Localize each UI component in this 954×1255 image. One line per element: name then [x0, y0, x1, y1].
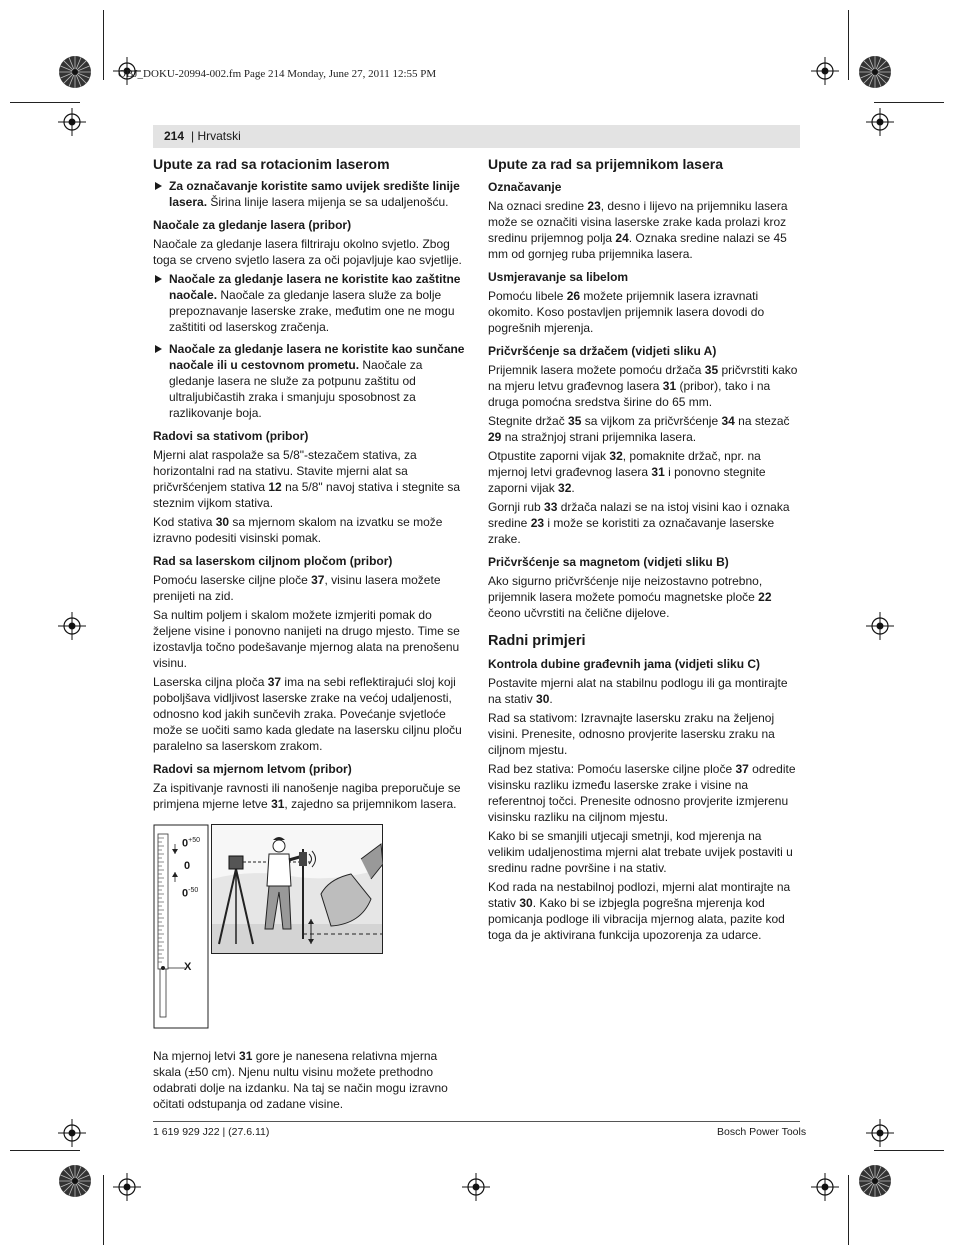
registration-mark-icon — [58, 612, 86, 640]
crop-mark — [874, 102, 944, 103]
crop-mark — [874, 1150, 944, 1151]
right-column — [488, 152, 800, 946]
paragraph: Otpustite zaporni vijak 32, pomaknite držač, npr. na mjernoj letvi građevnog lasera 31 i ponovno stegnite zaporni vijak 32. — [488, 449, 766, 495]
rod-label-mid: 0 — [184, 860, 191, 872]
bullet-note — [153, 271, 467, 335]
figure-area — [153, 824, 467, 1040]
crop-mark — [10, 1150, 80, 1151]
left-column — [153, 152, 467, 1115]
subsection-title: Radovi sa mjernom letvom (pribor) — [153, 762, 352, 776]
rod-label-top: $0^{+50}$ — [182, 837, 200, 850]
paragraph: Stegnite držač 35 sa vijkom za pričvršćenje 34 na stezač 29 na stražnjoj strani prijemnika lasera. — [488, 414, 790, 444]
paragraph: Gornji rub 33 držača nalazi se na istoj visini kao i oznaka sredine 23 i može se koristiti za označavanje laserske zrake. — [488, 500, 790, 546]
paragraph: Pomoću libele 26 možete prijemnik lasera izravnati okomito. Koso postavljen prijemnik lasera dovodi do pogrešnih mjerenja. — [488, 289, 765, 335]
paragraph: Postavite mjerni alat na stabilnu podlogu ili ga montirajte na stativ 30. — [488, 676, 788, 706]
crop-mark — [848, 10, 849, 80]
bullet-note — [153, 341, 467, 421]
site-scene-figure — [211, 824, 383, 954]
paragraph: Kako bi se smanjili utjecaji smetnji, kod mjerenja na velikim udaljenostima mjerni alat trebate uvijek postaviti u sredinu radne površine i na stativ. — [488, 829, 793, 875]
section-title: Upute za rad sa prijemnikom lasera — [488, 156, 723, 172]
subsection-title: Rad sa laserskom ciljnom pločom (pribor) — [153, 554, 393, 568]
footer-brand: Bosch Power Tools — [717, 1126, 807, 1138]
crop-mark — [103, 1175, 104, 1245]
paragraph: Mjerni alat raspolaže sa 5/8"-stezačem stativa, za horizontalni rad na stativu. Stavite mjerni alat sa pričvršćenjem stativa 12 na 5/8" navoj stativa i stegnite sa steznim vijkom stativa. — [153, 448, 461, 510]
bullet-text: Naočale za gledanje lasera služe za bolje prepoznavanje laserske zrake, međutim one ne mogu zaštititi od laserskog zračenja. — [169, 288, 455, 334]
crop-mark — [103, 10, 104, 80]
registration-mark-icon — [866, 1119, 894, 1147]
rod-label-x: X — [184, 961, 192, 973]
paragraph: Laserska ciljna ploča 37 ima na sebi reflektirajući sloj koji poboljšava vidljivost laserske zrake na većoj udaljenosti, odnosno kod jakih sunčevih zraka. Povećanje svjetloće može se uočiti samo kada gledate na lasersku ciljnu ploču paralelno sa laserskom zrakom. — [153, 675, 462, 753]
language-label: Hrvatski — [197, 129, 241, 143]
paragraph: Pomoću laserske ciljne ploče 37, visinu lasera možete prenijeti na zid. — [153, 573, 441, 603]
subsection-title: Pričvršćenje sa držačem (vidjeti sliku A) — [488, 344, 717, 358]
starburst-target-icon — [857, 1163, 893, 1199]
bullet-text: Naočale za gledanje lasera ne služe za potpunu zaštitu od ultraljubičastih zraka i smanjuju sposobnost za razlikovanje boja. — [169, 358, 423, 420]
registration-mark-icon — [113, 1173, 141, 1201]
subsection-title: Kontrola dubine građevnih jama (vidjeti sliku C) — [488, 657, 761, 671]
registration-mark-icon — [811, 57, 839, 85]
paragraph: Na oznaci sredine 23, desno i lijevo na prijemniku lasera može se označiti visina laserske zrake kada prolazi kroz sredinu prijemnog polja 24. Oznaka sredine nalazi se 45 mm od gornjeg ruba prijemnika lasera. — [488, 199, 788, 261]
crop-mark — [848, 1175, 849, 1245]
measuring-rod-figure — [153, 824, 209, 1029]
footer-doc-number: 1 619 929 J22 | (27.6.11) — [153, 1126, 270, 1138]
starburst-target-icon — [857, 54, 893, 90]
paragraph: Naočale za gledanje lasera filtriraju okolno svjetlo. Zbog toga se crveno svjetlo lasera za oči pojavljuje kao svjetlije. — [153, 237, 462, 267]
bullet-bold: Naočale za gledanje lasera ne koristite kao zaštitne naočale. — [169, 272, 461, 302]
section-title: Radni primjeri — [488, 633, 586, 649]
bullet-note — [153, 178, 467, 210]
paragraph: Sa nultim poljem i skalom možete izmjeriti pomak do željene visine i ponovno nanijeti na drugo mjesto. Time se izostavlja točno podešavanje mjernog alata na prenošenu visinu. — [153, 608, 460, 670]
footer-rule — [153, 1121, 800, 1122]
registration-mark-icon — [866, 612, 894, 640]
rod-label-bot: $0^{-50}$ — [182, 887, 199, 900]
paragraph: Rad sa stativom: Izravnajte lasersku zraku na željenoj visini. Prenesite, odnosno provjerite lasersku zraku na ciljnom mjestu. — [488, 711, 775, 757]
page-language: | Hrvatski — [191, 129, 241, 143]
subsection-title: Radovi sa stativom (pribor) — [153, 429, 309, 443]
registration-mark-icon — [58, 108, 86, 136]
subsection-title: Usmjeravanje sa libelom — [488, 270, 629, 284]
bullet-bold: Za označavanje koristite samo uvijek središte linije lasera. — [169, 179, 460, 209]
paragraph: Ako sigurno pričvršćenje nije neizostavno potrebno, prijemnik lasera možete pomoću magnetske ploče 22 čeono učvrstiti na čelične dijelove. — [488, 574, 772, 620]
bullet-text: Širina linije lasera mijenja se sa udaljenošću. — [207, 195, 449, 209]
starburst-target-icon — [57, 1163, 93, 1199]
paragraph: Rad bez stativa: Pomoću laserske ciljne ploče 37 odredite visinsku razliku između laserske zrake i visine na referentnoj točci. Prenesite odnosno provjerite izmjerenu visinsku razliku na ciljnom mjestu. — [488, 762, 796, 824]
crop-mark — [10, 102, 80, 103]
registration-mark-icon — [58, 1119, 86, 1147]
page-number: 214 — [164, 129, 185, 143]
bullet-bold: Naočale za gledanje lasera ne koristite kao sunčane naočale ili u cestovnom prometu. — [169, 342, 465, 372]
registration-mark-icon — [866, 108, 894, 136]
section-title: Upute za rad sa rotacionim laserom — [153, 156, 390, 172]
subsection-title: Naočale za gledanje lasera (pribor) — [153, 218, 352, 232]
paragraph: Na mjernoj letvi 31 gore je nanesena relativna mjerna skala (±50 cm). Njenu nultu visinu možete prethodno odabrati dolje na izdanku. Na taj se način mogu izravno očitati odstupanja od zadane visine. — [153, 1049, 448, 1111]
registration-mark-icon — [811, 1173, 839, 1201]
page-header — [153, 125, 800, 148]
paragraph: Kod stativa 30 sa mjernom skalom na izvatku se može izravno podesiti visinski pomak. — [153, 515, 443, 545]
subsection-title: Pričvršćenje sa magnetom (vidjeti sliku B) — [488, 555, 729, 569]
starburst-target-icon — [57, 54, 93, 90]
paragraph: Za ispitivanje ravnosti ili nanošenje nagiba preporučuje se primjena mjerne letve 31, zajedno sa prijemnikom lasera. — [153, 781, 461, 811]
paragraph: Kod rada na nestabilnoj podlozi, mjerni alat montirajte na stativ 30. Kako bi se izbjegla pogrešna mjerenja kod pomicanja podloge ili vibracija mjernog alata, pazite kod toga da je aktivirana funkcija upozorenja za udarce. — [488, 880, 791, 942]
paragraph: Prijemnik lasera možete pomoću držača 35 pričvrstiti kako na mjeru letvu građevnog lasera 31 (pribor), tako i na druga pomoćna sredstva širine do 65 mm. — [488, 363, 798, 409]
registration-mark-icon — [462, 1173, 490, 1201]
print-slug: OBJ_DOKU-20994-002.fm Page 214 Monday, June 27, 2011 12:55 PM — [118, 68, 437, 80]
subsection-title: Označavanje — [488, 180, 562, 194]
